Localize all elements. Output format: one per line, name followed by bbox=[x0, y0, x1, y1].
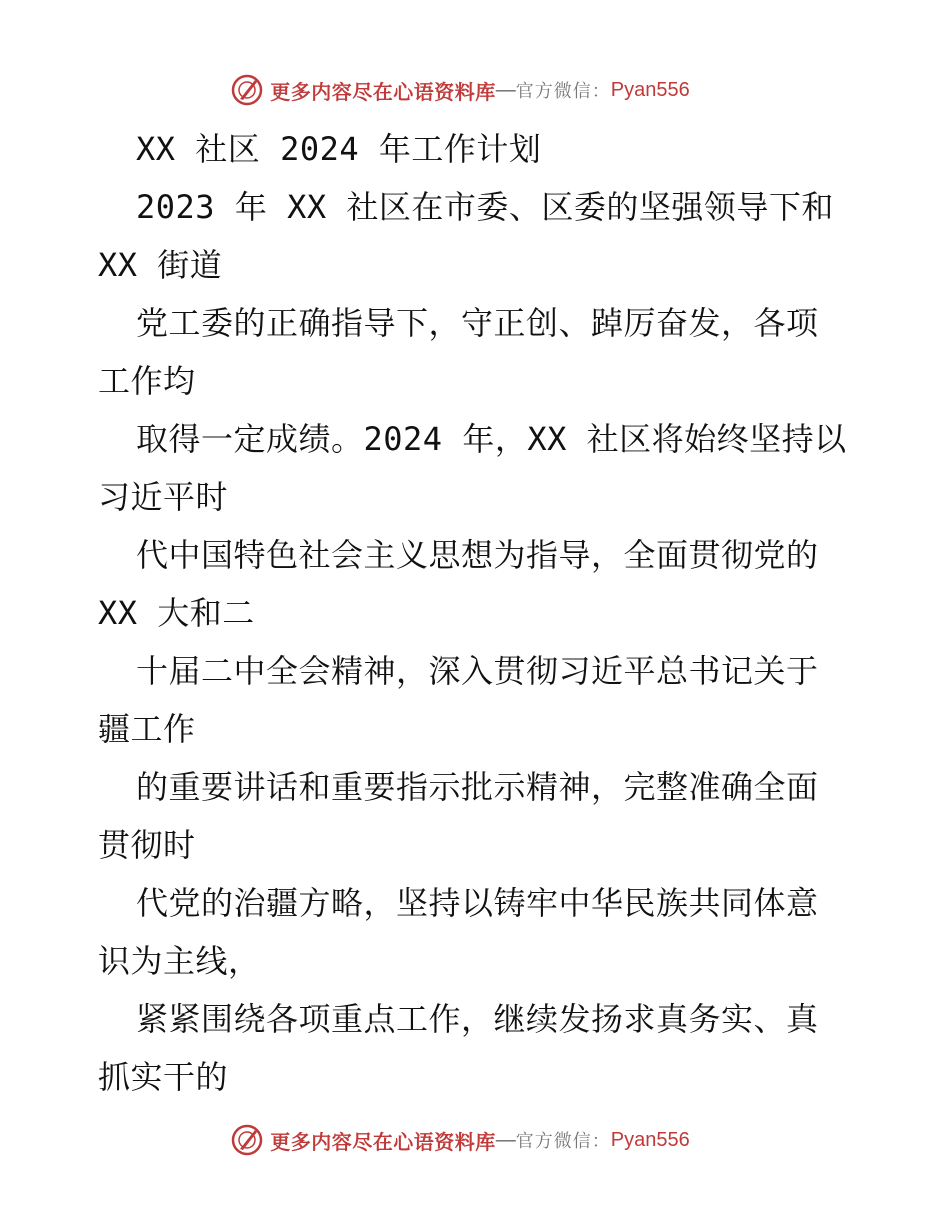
banner-wechat-label: 官方微信： bbox=[515, 1131, 611, 1152]
paragraph-line: 代党的治疆方略，坚持以铸牢中华民族共同体意 bbox=[136, 884, 819, 922]
banner-wechat-handle: Pyan556 bbox=[610, 1128, 690, 1151]
paragraph-line: 紧紧围绕各项重点工作，继续发扬求真务实、真 bbox=[136, 1000, 819, 1038]
document-title: XX 社区 2024 年工作计划 bbox=[136, 130, 542, 168]
paragraph-line: XX 大和二 bbox=[98, 594, 255, 632]
header-watermark-banner bbox=[0, 70, 950, 110]
banner-title: 更多内容尽在心语资料库 bbox=[270, 79, 496, 104]
paragraph-line: 的重要讲话和重要指示批示精神，完整准确全面 bbox=[136, 768, 819, 806]
paragraph-line: 代中国特色社会主义思想为指导，全面贯彻党的 bbox=[136, 536, 819, 574]
quill-logo-icon bbox=[230, 73, 264, 107]
quill-logo-icon bbox=[230, 1123, 264, 1157]
document-body bbox=[98, 120, 858, 1106]
paragraph-line: 贯彻时 bbox=[98, 826, 196, 864]
paragraph-line: 识为主线， bbox=[98, 942, 261, 980]
paragraph-line: 抓实干的 bbox=[98, 1058, 229, 1096]
paragraph-line: 党工委的正确指导下，守正创、踔厉奋发，各项 bbox=[136, 304, 819, 342]
paragraph-line: 工作均 bbox=[98, 362, 196, 400]
paragraph-line: 习近平时 bbox=[98, 478, 229, 516]
banner-dash: — bbox=[495, 1128, 516, 1151]
paragraph-line: 疆工作 bbox=[98, 710, 196, 748]
footer-watermark-banner bbox=[0, 1120, 950, 1160]
paragraph-line: XX 街道 bbox=[98, 246, 223, 284]
paragraph-line: 2023 年 XX 社区在市委、区委的坚强领导下和 bbox=[136, 188, 834, 226]
banner-wechat-handle: Pyan556 bbox=[610, 78, 690, 101]
paragraph-line: 十届二中全会精神，深入贯彻习近平总书记关于 bbox=[136, 652, 819, 690]
paragraph-line: 取得一定成绩。2024 年，XX 社区将始终坚持以 bbox=[136, 420, 847, 458]
banner-wechat-label: 官方微信： bbox=[515, 81, 611, 102]
banner-title: 更多内容尽在心语资料库 bbox=[270, 1129, 496, 1154]
banner-dash: — bbox=[495, 78, 516, 101]
